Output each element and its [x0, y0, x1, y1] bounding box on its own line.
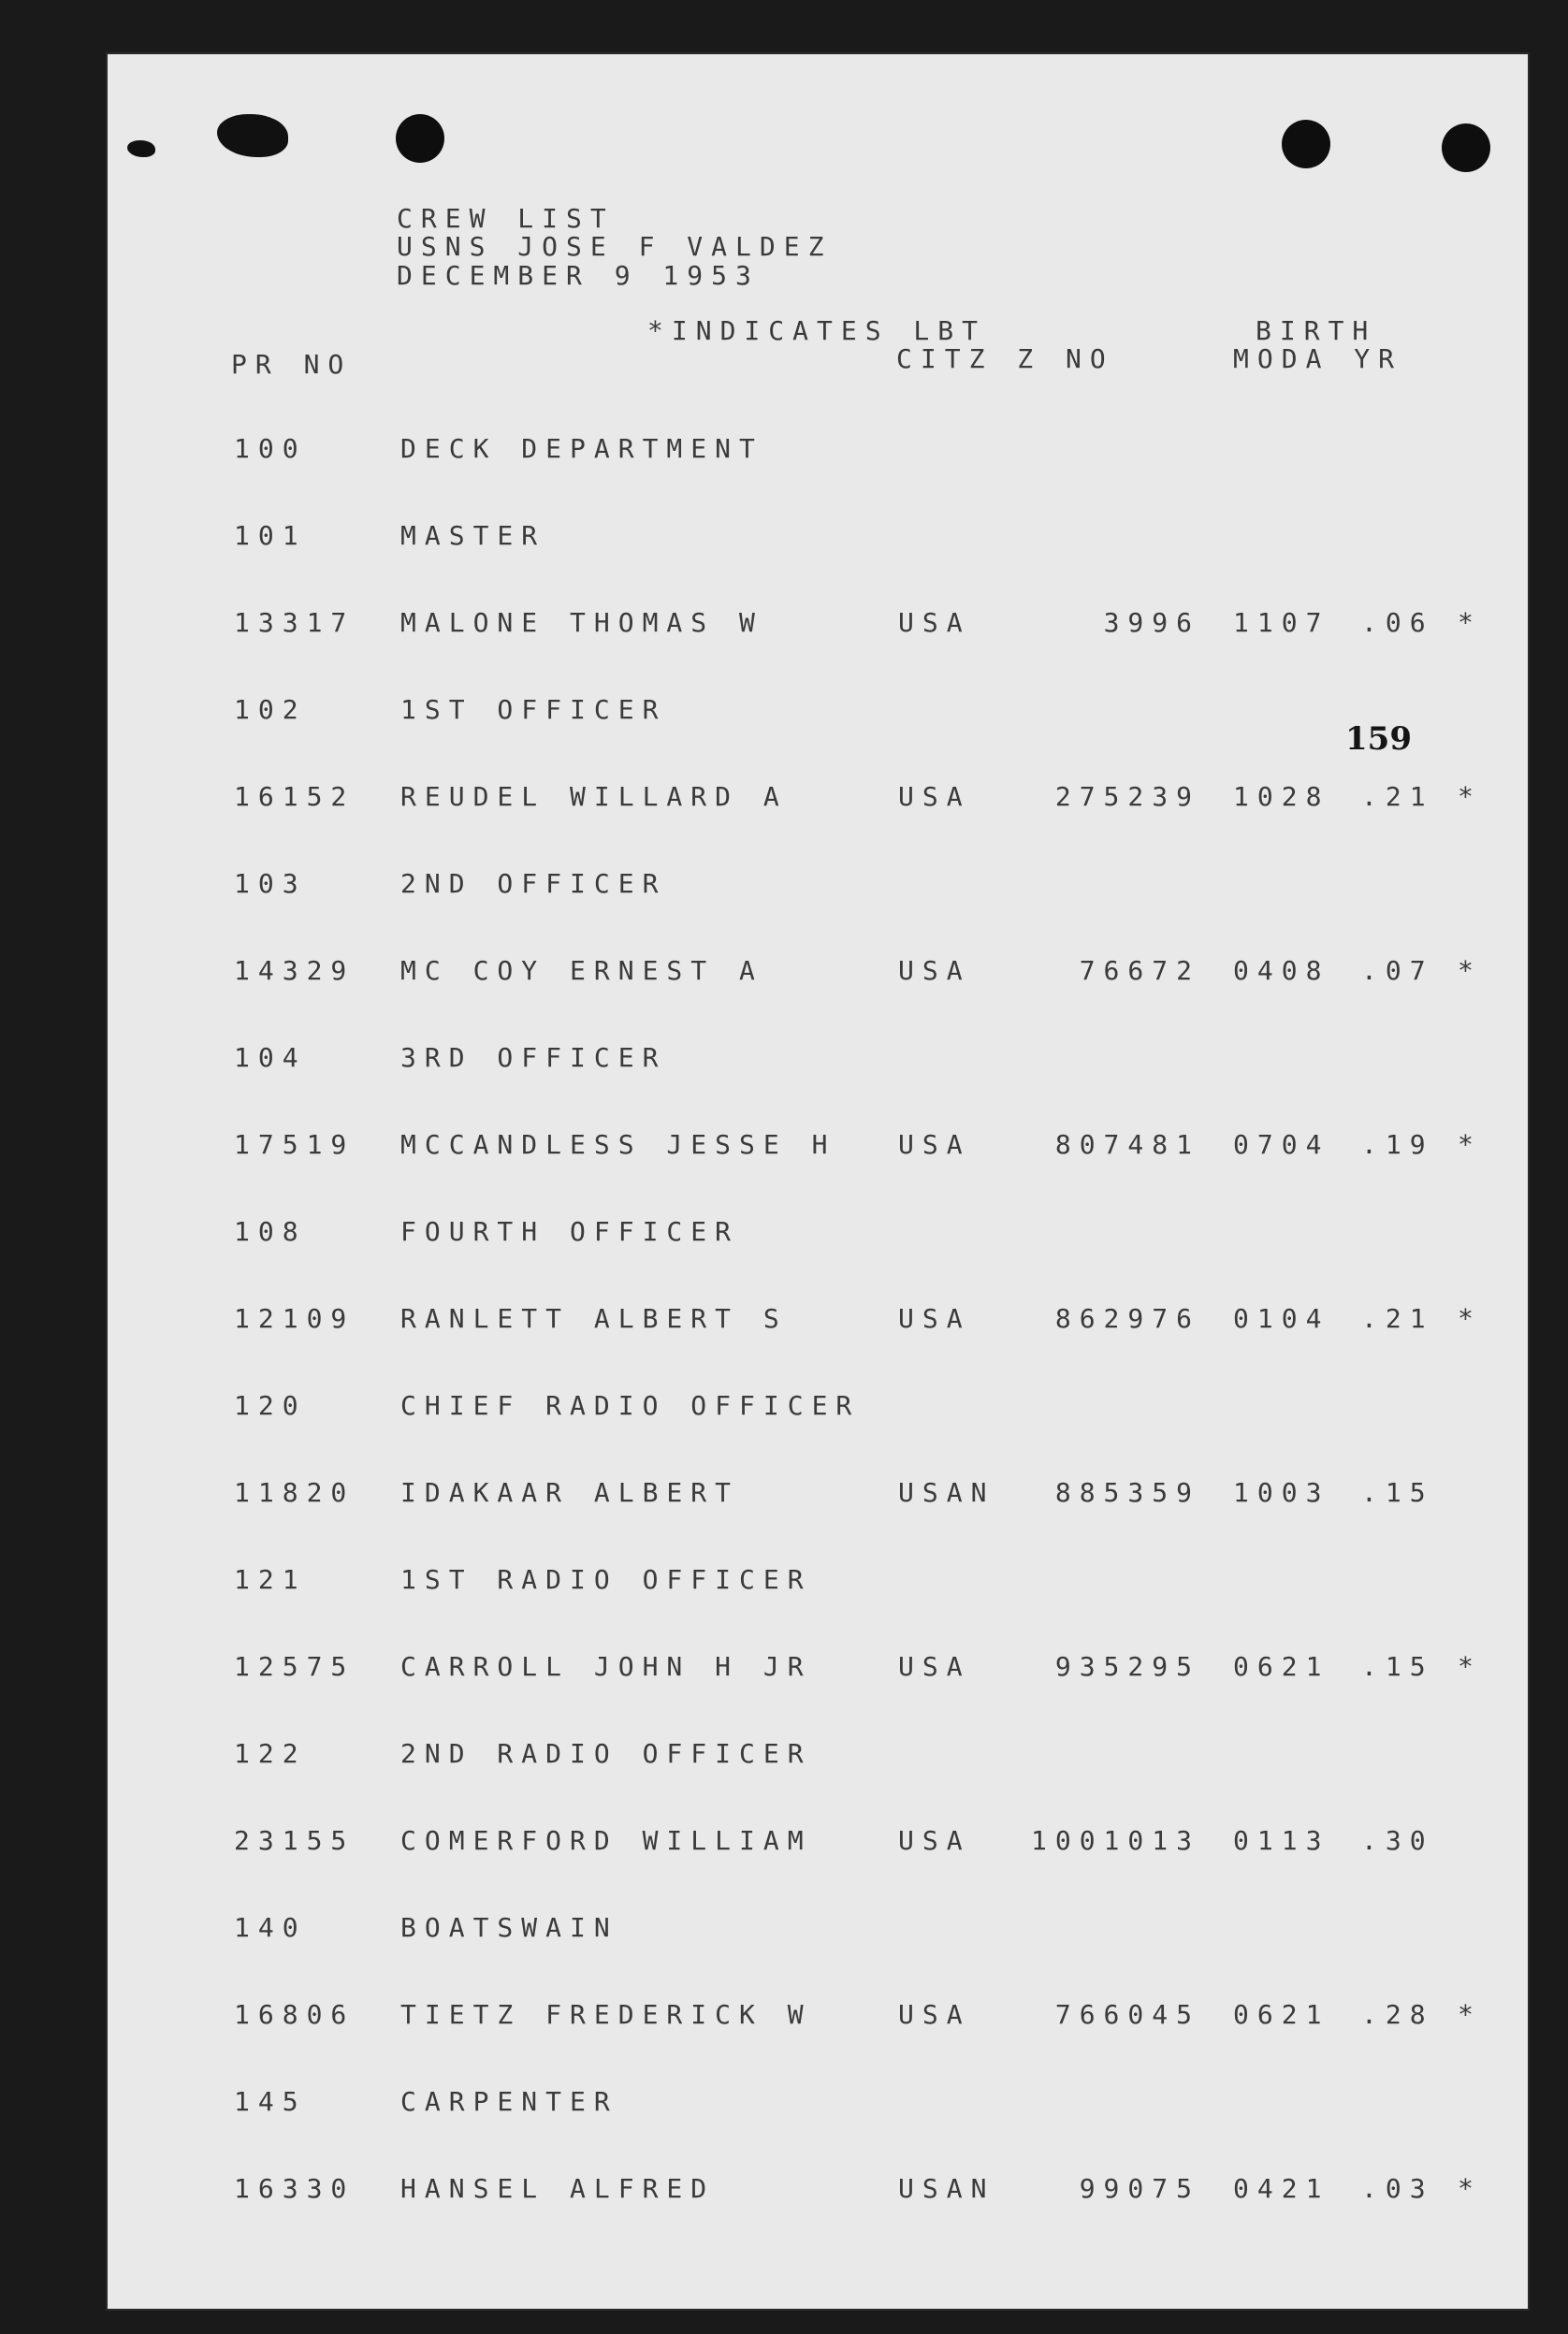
entry-name: MASTER [400, 520, 546, 551]
pr-number: 14329 [234, 955, 356, 986]
crew-row [0, 2086, 1568, 2126]
entry-name: CARPENTER [400, 2086, 618, 2117]
crew-row [0, 1825, 1568, 1865]
entry-name: 2ND RADIO OFFICER [400, 1738, 812, 1769]
crew-row [0, 1477, 1568, 1517]
crew-row [0, 520, 1568, 560]
pr-number: 101 [234, 520, 307, 551]
z-number: 275239 [1054, 781, 1200, 812]
entry-name: TIETZ FREDERICK W [400, 1999, 812, 2030]
birth-year: .19 [1361, 1129, 1434, 1160]
citizenship: USA [898, 1129, 971, 1160]
punch-hole-left [396, 114, 444, 163]
pr-number: 17519 [234, 1129, 356, 1160]
crew-row [0, 1390, 1568, 1430]
entry-name: MALONE THOMAS W [400, 607, 763, 638]
entry-name: HANSEL ALFRED [400, 2173, 716, 2204]
citizenship: USAN [898, 1477, 995, 1508]
column-header-pr-no: PR NO [231, 349, 353, 380]
birth-moda: 1107 [1233, 607, 1330, 638]
z-number: 1001013 [1030, 1825, 1200, 1856]
pr-number: 11820 [234, 1477, 356, 1508]
vessel-name: USNS JOSE F VALDEZ [397, 231, 833, 262]
pr-number: 120 [234, 1390, 307, 1421]
crew-row [0, 607, 1568, 647]
birth-year: .03 [1361, 2173, 1434, 2204]
citizenship: USA [898, 1999, 971, 2030]
crew-row [0, 1738, 1568, 1778]
citizenship: USA [898, 607, 971, 638]
citizenship: USA [898, 955, 971, 986]
crew-row [0, 781, 1568, 821]
pr-number: 16330 [234, 2173, 356, 2204]
column-header-birth: BIRTH [1256, 315, 1377, 346]
document-date: DECEMBER 9 1953 [397, 260, 760, 291]
lbt-marker: * [1458, 607, 1482, 638]
entry-name: REUDEL WILLARD A [400, 781, 788, 812]
entry-name: MC COY ERNEST A [400, 955, 763, 986]
birth-moda: 0104 [1233, 1303, 1330, 1334]
pr-number: 103 [234, 868, 307, 899]
birth-moda: 0113 [1233, 1825, 1330, 1856]
column-header-citz-zno: CITZ Z NO [896, 343, 1114, 374]
citizenship: USA [898, 781, 971, 812]
pr-number: 122 [234, 1738, 307, 1769]
birth-year: .30 [1361, 1825, 1434, 1856]
entry-name: MCCANDLESS JESSE H [400, 1129, 836, 1160]
document-title: CREW LIST [397, 203, 615, 234]
lbt-marker: * [1458, 1129, 1482, 1160]
pr-number: 12575 [234, 1651, 356, 1682]
citizenship: USA [898, 1303, 971, 1334]
crew-row [0, 1303, 1568, 1343]
z-number: 3996 [1103, 607, 1200, 638]
entry-name: CARROLL JOHN H JR [400, 1651, 812, 1682]
pr-number: 23155 [234, 1825, 356, 1856]
birth-moda: 1028 [1233, 781, 1330, 812]
z-number: 76672 [1079, 955, 1200, 986]
document-page [108, 54, 1528, 2309]
pr-number: 16806 [234, 1999, 356, 2030]
crew-row [0, 433, 1568, 473]
birth-year: .06 [1361, 607, 1434, 638]
crew-row [0, 694, 1568, 734]
entry-name: IDAKAAR ALBERT [400, 1477, 740, 1508]
z-number: 935295 [1054, 1651, 1200, 1682]
crew-row [0, 955, 1568, 995]
pr-number: 12109 [234, 1303, 356, 1334]
lbt-marker: * [1458, 1303, 1482, 1334]
birth-year: .21 [1361, 781, 1434, 812]
lbt-marker: * [1458, 1651, 1482, 1682]
crew-row [0, 1042, 1568, 1082]
birth-year: .28 [1361, 1999, 1434, 2030]
citizenship: USA [898, 1825, 971, 1856]
crew-row [0, 1564, 1568, 1604]
pr-number: 13317 [234, 607, 356, 638]
punch-hole-right-inner [1282, 120, 1330, 168]
crew-row [0, 1912, 1568, 1952]
lbt-marker: * [1458, 2173, 1482, 2204]
column-header-moda-yr: MODA YR [1233, 343, 1403, 374]
citizenship: USA [898, 1651, 971, 1682]
pr-number: 140 [234, 1912, 307, 1943]
birth-moda: 0621 [1233, 1999, 1330, 2030]
lbt-marker: * [1458, 1999, 1482, 2030]
birth-moda: 0421 [1233, 2173, 1330, 2204]
entry-name: DECK DEPARTMENT [400, 433, 763, 464]
entry-name: 1ST OFFICER [400, 694, 667, 725]
entry-name: CHIEF RADIO OFFICER [400, 1390, 861, 1421]
z-number: 862976 [1054, 1303, 1200, 1334]
entry-name: 2ND OFFICER [400, 868, 667, 899]
entry-name: COMERFORD WILLIAM [400, 1825, 812, 1856]
pr-number: 104 [234, 1042, 307, 1073]
z-number: 885359 [1054, 1477, 1200, 1508]
legend-lbt: *INDICATES LBT [647, 315, 987, 346]
entry-name: RANLETT ALBERT S [400, 1303, 788, 1334]
lbt-marker: * [1458, 955, 1482, 986]
z-number: 766045 [1054, 1999, 1200, 2030]
z-number: 99075 [1079, 2173, 1200, 2204]
page-number: 159 [1345, 720, 1412, 758]
pr-number: 108 [234, 1216, 307, 1247]
crew-row [0, 1651, 1568, 1691]
birth-year: .21 [1361, 1303, 1434, 1334]
entry-name: 1ST RADIO OFFICER [400, 1564, 812, 1595]
crew-row [0, 2173, 1568, 2213]
birth-moda: 1003 [1233, 1477, 1330, 1508]
entry-name: 3RD OFFICER [400, 1042, 667, 1073]
crew-row [0, 1129, 1568, 1169]
birth-moda: 0704 [1233, 1129, 1330, 1160]
pr-number: 145 [234, 2086, 307, 2117]
crew-row [0, 1216, 1568, 1256]
entry-name: BOATSWAIN [400, 1912, 618, 1943]
birth-moda: 0621 [1233, 1651, 1330, 1682]
pr-number: 121 [234, 1564, 307, 1595]
pr-number: 100 [234, 433, 307, 464]
crew-row [0, 1999, 1568, 2039]
birth-year: .15 [1361, 1651, 1434, 1682]
birth-year: .07 [1361, 955, 1434, 986]
crew-row [0, 868, 1568, 908]
punch-hole-right-outer [1442, 123, 1490, 172]
entry-name: FOURTH OFFICER [400, 1216, 740, 1247]
citizenship: USAN [898, 2173, 995, 2204]
birth-year: .15 [1361, 1477, 1434, 1508]
birth-moda: 0408 [1233, 955, 1330, 986]
pr-number: 102 [234, 694, 307, 725]
z-number: 807481 [1054, 1129, 1200, 1160]
lbt-marker: * [1458, 781, 1482, 812]
pr-number: 16152 [234, 781, 356, 812]
